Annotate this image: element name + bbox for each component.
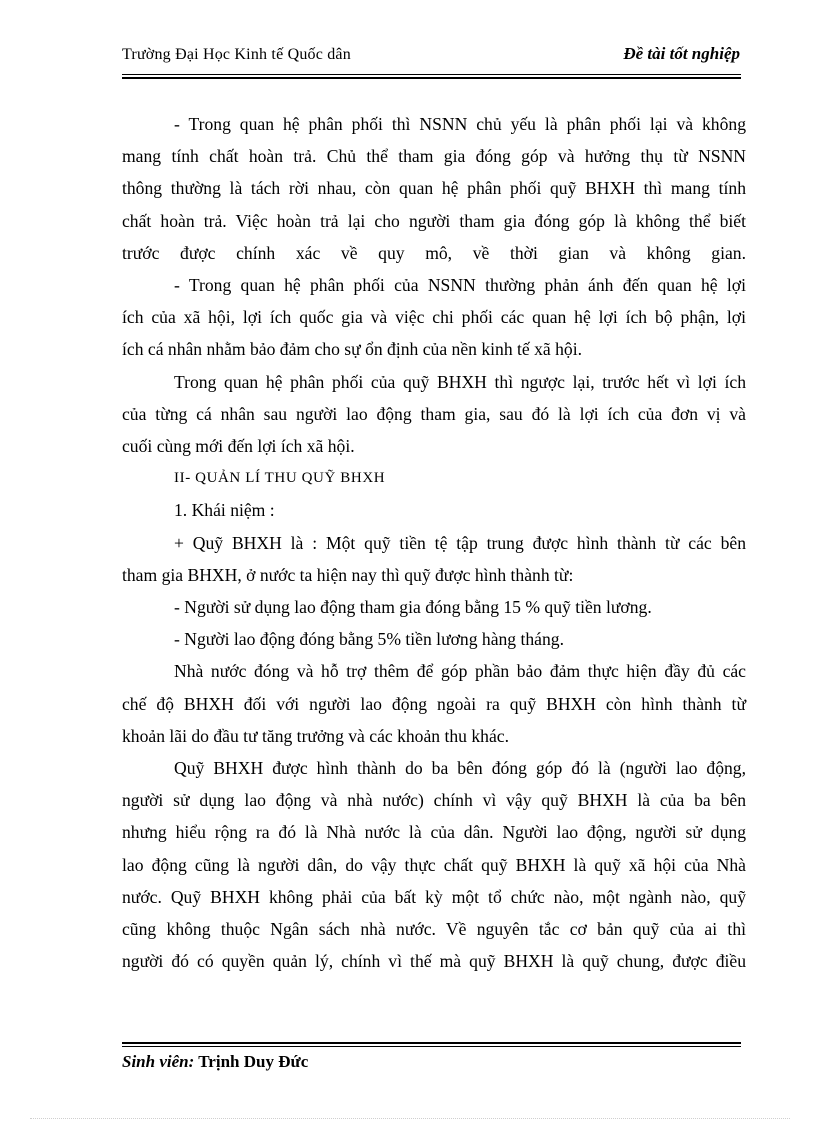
document-type: Đề tài tốt nghiệp bbox=[623, 44, 740, 63]
student-name: Trịnh Duy Đức bbox=[198, 1052, 309, 1071]
paragraph-5: - Người sử dụng lao động tham gia đóng bằng 15 % quỹ tiền lương. bbox=[174, 597, 652, 618]
text-line: - Trong quan hệ phân phối của NSNN thường phản ánh đến quan hệ lợi bbox=[174, 275, 746, 296]
text-line: cũng không thuộc Ngân sách nhà nước. Về nguyên tắc cơ bản quỹ của ai thì bbox=[122, 919, 746, 940]
paragraph-6: - Người lao động đóng bằng 5% tiền lương hàng tháng. bbox=[174, 629, 564, 650]
text-line: + Quỹ BHXH là : Một quỹ tiền tệ tập trung được hình thành từ các bên bbox=[174, 532, 746, 553]
text-line: tham gia BHXH, ở nước ta hiện nay thì quỹ được hình thành từ: bbox=[122, 564, 574, 585]
text-line: cuối cùng mới đến lợi ích xã hội. bbox=[122, 436, 355, 457]
text-line: ích của xã hội, lợi ích quốc gia và việc chi phối các quan hệ lợi ích bộ phận, lợi bbox=[122, 307, 746, 328]
page-edge-dots bbox=[30, 1118, 790, 1119]
paragraph-7 bbox=[122, 655, 746, 752]
page-footer bbox=[122, 1052, 308, 1072]
text-line: Nhà nước đóng và hỗ trợ thêm để góp phần bảo đảm thực hiện đầy đủ các bbox=[174, 661, 746, 682]
section-heading: II- QUẢN LÍ THU QUỸ BHXH bbox=[174, 470, 386, 487]
text-line: chất hoàn trả. Việc hoàn trả lại cho người tham gia đóng góp là không thể biết bbox=[122, 210, 746, 231]
page-header bbox=[122, 44, 742, 70]
text-line: nước. Quỹ BHXH không phải của bất kỳ một tổ chức nào, một ngành nào, quỹ bbox=[122, 886, 746, 907]
text-line: người đó có quyền quản lý, chính vì thế mà quỹ BHXH là quỹ chung, được điều bbox=[122, 951, 746, 972]
text-line: người sử dụng lao động và nhà nước) chính vì vậy quỹ BHXH là của ba bên bbox=[122, 790, 746, 811]
body-text bbox=[122, 108, 746, 977]
header-rule-thin bbox=[122, 74, 741, 75]
text-line: trước được chính xác về quy mô, về thời gian và không gian. bbox=[122, 242, 746, 263]
paragraph-4 bbox=[122, 527, 746, 591]
subheading: 1. Khái niệm : bbox=[174, 500, 275, 521]
paragraph-1 bbox=[122, 108, 746, 269]
text-line: khoản lãi do đầu tư tăng trưởng và các khoản thu khác. bbox=[122, 725, 509, 746]
text-line: ích cá nhân nhằm bảo đảm cho sự ổn định của nền kinh tế xã hội. bbox=[122, 339, 583, 360]
header-rule-thick bbox=[122, 77, 741, 79]
text-line: Trong quan hệ phân phối của quỹ BHXH thì ngược lại, trước hết vì lợi ích bbox=[174, 371, 746, 392]
student-label: Sinh viên: bbox=[122, 1052, 195, 1071]
university-name: Trường Đại Học Kinh tế Quốc dân bbox=[122, 46, 351, 63]
text-line: của từng cá nhân sau người lao động tham gia, sau đó là lợi ích của đơn vị và bbox=[122, 403, 746, 424]
text-line: nhưng hiểu rộng ra đó là Nhà nước là của dân. Người lao động, người sử dụng bbox=[122, 822, 746, 843]
text-line: chế độ BHXH đối với người lao động ngoài ra quỹ BHXH còn hình thành từ bbox=[122, 693, 746, 714]
paragraph-2 bbox=[122, 269, 746, 366]
footer-rule-thick bbox=[122, 1042, 741, 1044]
text-line: - Trong quan hệ phân phối thì NSNN chủ yếu là phân phối lại và không bbox=[174, 114, 746, 134]
text-line: Quỹ BHXH được hình thành do ba bên đóng góp đó là (người lao động, bbox=[174, 758, 746, 779]
footer-rule-thin bbox=[122, 1046, 741, 1047]
text-line: mang tính chất hoàn trả. Chủ thể tham gia đóng góp và hưởng thụ từ NSNN bbox=[122, 146, 746, 167]
text-line: lao động cũng là người dân, do vậy thực chất quỹ BHXH là quỹ xã hội của Nhà bbox=[122, 854, 746, 875]
text-line: thông thường là tách rời nhau, còn quan hệ phân phối quỹ BHXH thì mang tính bbox=[122, 178, 746, 199]
paragraph-8 bbox=[122, 752, 746, 977]
paragraph-3 bbox=[122, 366, 746, 463]
